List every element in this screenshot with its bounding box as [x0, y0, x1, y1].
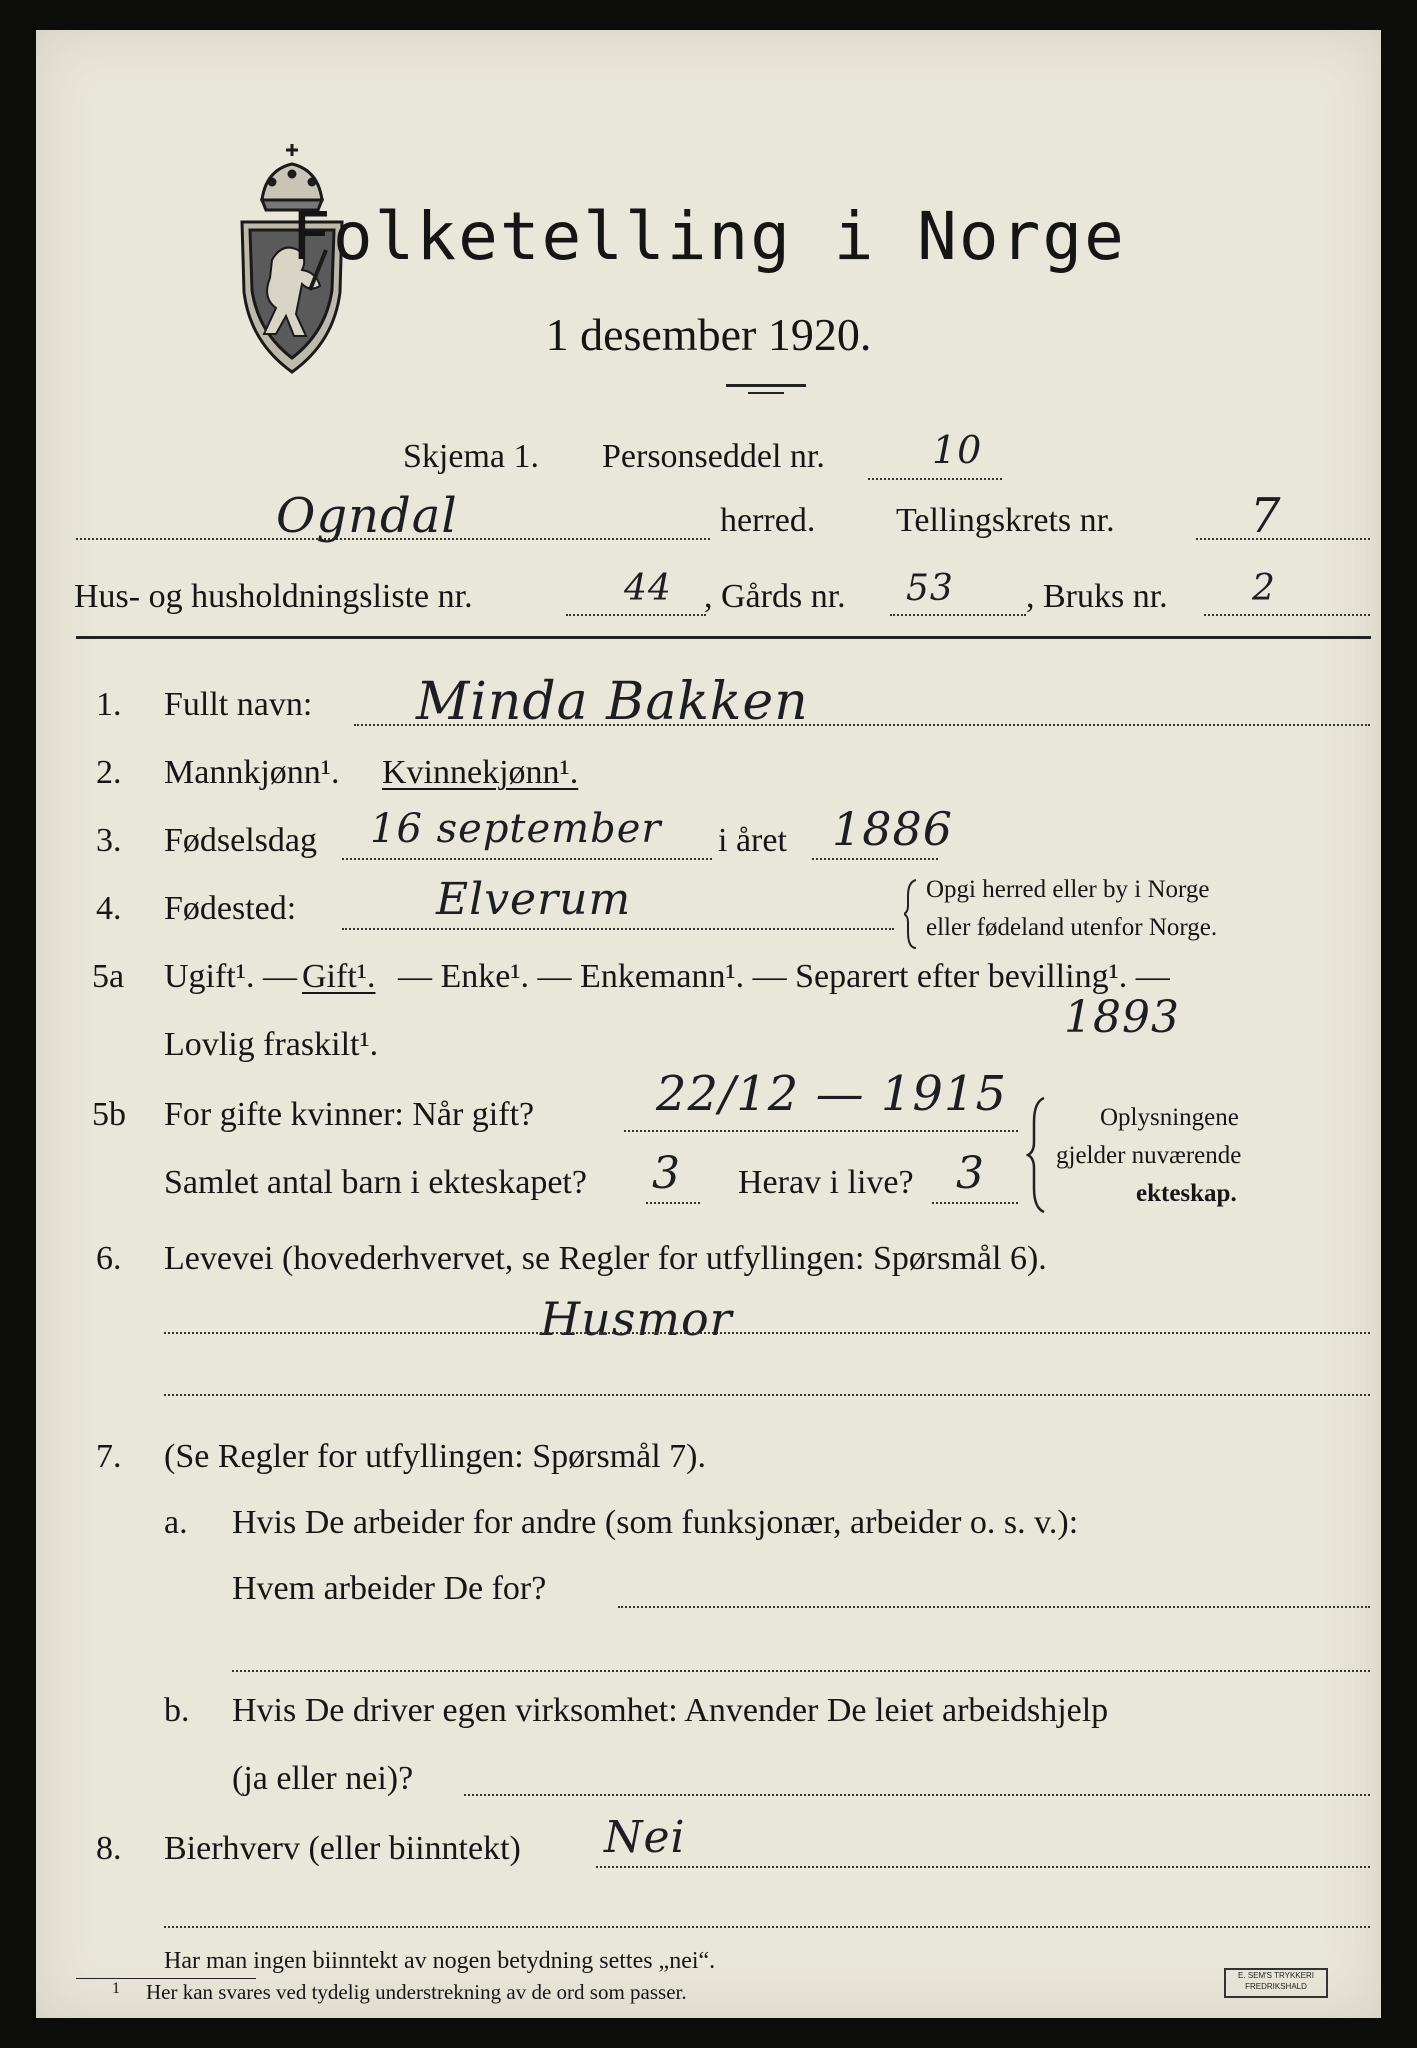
occupation-value[interactable]: Husmor	[540, 1292, 733, 1346]
birth-year-value[interactable]: 1886	[832, 802, 954, 856]
q8-field-line-2	[164, 1926, 1370, 1928]
hus-field-line	[566, 614, 706, 616]
q5a-ugift-option[interactable]: Ugift¹. —	[164, 958, 297, 995]
q8-field-line-1	[596, 1866, 1370, 1868]
q4-brace-icon	[904, 878, 918, 950]
q2-male-option[interactable]: Mannkjønn¹.	[164, 754, 340, 791]
q7b-field-line	[464, 1794, 1370, 1796]
census-date: 1 desember 1920.	[545, 309, 872, 360]
q5b-note-line-1: Oplysningene	[1100, 1104, 1239, 1131]
q3-year-field-line	[812, 858, 938, 860]
q8-label: Bierhverv (eller biinntekt)	[164, 1830, 521, 1867]
q3-day-field-line	[342, 858, 712, 860]
q4-note-line-1: Opgi herred eller by i Norge	[926, 876, 1210, 903]
q2-female-underline: Kvinnekjønn¹.	[382, 754, 579, 791]
q7-number: 7.	[96, 1438, 122, 1475]
q4-field-line	[342, 928, 894, 930]
q5a-other-options[interactable]: — Enke¹. — Enkemann¹. — Separert efter bevilling¹. —	[398, 958, 1170, 995]
q2-number: 2.	[96, 754, 122, 791]
marriage-date-value[interactable]: 22/12 — 1915	[656, 1066, 1007, 1122]
personseddel-label: Personseddel nr.	[602, 438, 825, 475]
q5b-married-label: For gifte kvinner: Når gift?	[164, 1096, 535, 1133]
q3-number: 3.	[96, 822, 122, 859]
side-income-value[interactable]: Nei	[604, 1812, 686, 1863]
birth-day-value[interactable]: 16 september	[370, 806, 662, 852]
q4-note-line-2: eller fødeland utenfor Norge.	[926, 914, 1218, 941]
tellingskrets-field-line	[1196, 538, 1370, 540]
q6-field-line-1	[164, 1332, 1370, 1334]
census-form	[36, 30, 1381, 2018]
printer-stamp: E. SEM'S TRYKKERI FREDRIKSHALD	[1224, 1968, 1328, 1998]
footnote-mark: 1	[112, 1980, 120, 1997]
q5b-note-line-2: gjelder nuværende	[1056, 1142, 1242, 1169]
title-divider-short	[748, 392, 784, 394]
q7b-label-line-2: (ja eller nei)?	[232, 1760, 414, 1797]
q6-number: 6.	[96, 1240, 122, 1277]
tellingskrets-value[interactable]: 7	[1250, 488, 1282, 544]
q4-number: 4.	[96, 890, 122, 927]
q5b-alive-field-line	[932, 1202, 1018, 1204]
bruks-field-line	[1204, 614, 1370, 616]
q7b-label: Hvis De driver egen virksomhet: Anvender De leiet arbeidshjelp	[232, 1692, 1109, 1729]
footnote-rule	[76, 1978, 256, 1979]
q2-female-option-selected[interactable]	[382, 754, 578, 792]
q5a-fraskilt-option[interactable]: Lovlig fraskilt¹.	[164, 1026, 379, 1063]
full-name-value[interactable]: Minda Bakken	[416, 672, 809, 732]
q8-number: 8.	[96, 1830, 122, 1867]
herred-value[interactable]: Ogndal	[276, 488, 458, 544]
q5b-children-field-line	[646, 1202, 700, 1204]
title-divider	[726, 384, 806, 387]
q7a-letter: a.	[164, 1504, 188, 1541]
side-income-note: Har man ingen biinntekt av nogen betydning settes „nei“.	[164, 1948, 716, 1974]
hus-value[interactable]: 44	[624, 568, 672, 609]
q7-label: (Se Regler for utfyllingen: Spørsmål 7).	[164, 1438, 707, 1475]
q5a-gift-option-selected[interactable]	[302, 958, 375, 996]
q6-field-line-2	[164, 1394, 1370, 1396]
tellingskrets-label: Tellingskrets nr.	[896, 502, 1115, 539]
q5a-year-annotation: 1893	[1064, 992, 1180, 1043]
children-count-value[interactable]: 3	[652, 1148, 681, 1199]
gards-field-line	[890, 614, 1026, 616]
birthplace-value[interactable]: Elverum	[436, 874, 632, 925]
q1-number: 1.	[96, 686, 122, 723]
gards-value[interactable]: 53	[906, 568, 954, 609]
q5b-brace-icon	[1026, 1096, 1048, 1214]
q5b-children-label: Samlet antal barn i ekteskapet?	[164, 1164, 587, 1201]
q7b-letter: b.	[164, 1692, 190, 1729]
q5b-date-field-line	[624, 1130, 1018, 1132]
gards-label: , Gårds nr.	[704, 578, 846, 615]
q7a-label-line-2: Hvem arbeider De for?	[232, 1570, 547, 1607]
q3-year-label: i året	[718, 822, 787, 859]
q4-label: Fødested:	[164, 890, 297, 927]
q5b-alive-label: Herav i live?	[738, 1164, 914, 1201]
hus-label: Hus- og husholdningsliste nr.	[74, 578, 473, 615]
q5a-number: 5a	[92, 958, 125, 995]
header-separator	[76, 636, 1371, 639]
bruks-label: , Bruks nr.	[1026, 578, 1168, 615]
q5b-note-line-3: ekteskap.	[1136, 1180, 1237, 1207]
personseddel-value[interactable]: 10	[932, 428, 983, 472]
q7a-field-line-2	[232, 1670, 1370, 1672]
children-alive-value[interactable]: 3	[956, 1148, 985, 1199]
q5b-number: 5b	[92, 1096, 126, 1133]
q7a-field-line-1	[618, 1606, 1370, 1608]
schema-label: Skjema 1.	[403, 438, 539, 475]
form-title: Folketelling i Norge	[291, 198, 1126, 275]
q1-label: Fullt navn:	[164, 686, 313, 723]
personseddel-field-line	[868, 478, 1002, 480]
q6-label: Levevei (hovederhvervet, se Regler for utfyllingen: Spørsmål 6).	[164, 1240, 1047, 1277]
bruks-value[interactable]: 2	[1252, 568, 1276, 609]
q5a-gift-underline: Gift¹.	[302, 958, 376, 995]
herred-label: herred.	[720, 502, 816, 539]
q7a-label: Hvis De arbeider for andre (som funksjonær, arbeider o. s. v.):	[232, 1504, 1079, 1541]
q3-label: Fødselsdag	[164, 822, 317, 859]
footnote-text: Her kan svares ved tydelig understrekning av de ord som passer.	[146, 1980, 687, 2004]
